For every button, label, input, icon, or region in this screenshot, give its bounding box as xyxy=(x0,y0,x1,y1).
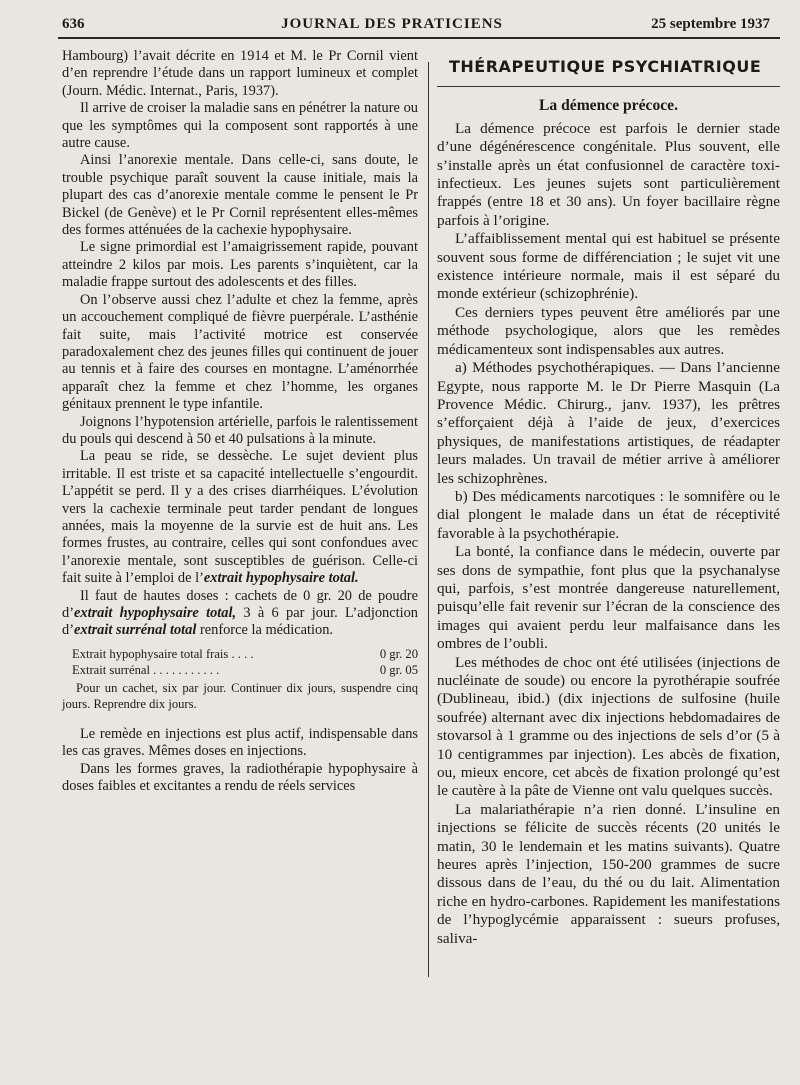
right-column xyxy=(437,56,780,948)
paragraph: Hambourg) l’avait décrite en 1914 et M. le Pr Cornil vient d’en reprendre l’étude dans un rapport lumineux et complet (Journ. Médic. Internat., Paris, 1937). xyxy=(62,48,418,99)
paragraph: La malariathérapie n’a rien donné. L’insuline en injections se félicite de succès récents (20 unités le matin, 30 le lendemain et les matins suivants). Quatre heures après l’injection, 150-200 grammes de sucre dissous dans de l’eau, du thé ou du lait. Alimentation riche en hydro-carbones. Rapidement les manifestations de l’hypoglycémie apparaissent : sueurs profuses, saliva- xyxy=(437,800,780,947)
section-title: THÉRAPEUTIQUE PSYCHIATRIQUE xyxy=(449,57,762,76)
paragraph-text: La peau se ride, se dessèche. Le sujet devient plus irritable. Il est triste et sa capacité intellectuelle s’engourdit. L’appétit se perd. Il y a des crises diarrhéiques. L’évolution vers la cachexie terminale peut tarder pendant de longues années, mais la moyenne de la survie est de huit ans. Les formes frustes, au contraire, celles qui sont confondues avec l’anorexie mentale, sont susceptibles de guérison. Celle-ci fait suite à l’emploi de l’ xyxy=(62,448,418,587)
paragraph-text: renforce la médication. xyxy=(196,622,333,639)
emphasis: extrait hypophysaire total. xyxy=(203,570,359,587)
paragraph: Les méthodes de choc ont été utilisées (injections de nucléinate de soude) ou encore la pyrothérapie soufrée (Dublineau, ibid.) (dix injections de sulfosine (huile soufrée) alternant avec dix injections hebdomadaires de stovarsol à 1 gramme ou des injections de sels d’or (5 à 10 centigrammes par injection). Les abcès de fixation, ou, mieux encore, cet abcès de fixation prolongé qu’est le cautère à la pâte de Vienne ont valu quelques succès. xyxy=(437,653,780,800)
paragraph: Le signe primordial est l’amaigrissement rapide, pouvant atteindre 2 kilos par mois. Les parents s’inquiètent, car la maladie frappe surtout des adolescents et des filles. xyxy=(62,239,418,291)
page-number: 636 xyxy=(62,16,85,32)
prescription xyxy=(62,646,418,712)
paragraph: Ces derniers types peuvent être améliorés par une méthode psychologique, alors que les remèdes médicamenteux sont indispensables aux autres. xyxy=(437,303,780,358)
paragraph: Il arrive de croiser la maladie sans en pénétrer la nature ou que les symptômes qui la composent sont rapportés à une autre cause. xyxy=(62,100,418,152)
prescription-note: Pour un cachet, six par jour. Continuer dix jours, suspendre cinq jours. Reprendre dix jours. xyxy=(62,680,418,711)
issue-date: 25 septembre 1937 xyxy=(651,16,770,32)
column-divider xyxy=(428,62,429,977)
paragraph: Joignons l’hypotension artérielle, parfois le ralentissement du pouls qui descend à 50 et 40 pulsations à la minute. xyxy=(62,413,418,447)
paragraph: On l’observe aussi chez l’adulte et chez la femme, après un accouchement compliqué de fièvre puerpérale. L’asthénie fait suite, mais l’activité motrice est conservée paradoxalement chez des jeunes filles qui continuent de jouer au tennis et à faire des courses en montagne. L’aménorrhée apparaît chez la femme et chez l’homme, les organes génitaux prennent le type infantile. xyxy=(62,291,418,413)
prescription-item: Extrait surrénal . . . . . . . . . . . xyxy=(72,662,220,677)
emphasis: extrait hypophysaire total, xyxy=(74,605,237,621)
paragraph: b) Des médicaments narcotiques : le somnifère ou le dial plongent le malade dans un état de réceptivité favorable à la psychothérapie. xyxy=(437,487,780,542)
emphasis: extrait surrénal total xyxy=(74,622,197,639)
running-header xyxy=(0,12,784,36)
paragraph: Le remède en injections est plus actif, indispensable dans les cas graves. Mêmes doses en injections. xyxy=(62,725,418,760)
header-rule xyxy=(58,37,780,39)
article-title: La démence précoce. xyxy=(539,97,678,115)
paragraph xyxy=(62,588,418,640)
prescription-row xyxy=(62,662,418,678)
paragraph-text: Il faut de hautes doses : cachets de 0 gr. 20 de poudre d’ xyxy=(62,587,418,621)
left-column xyxy=(62,48,418,795)
paragraph xyxy=(62,448,418,587)
paragraph: L’affaiblissement mental qui est habituel se présente souvent sous forme de différenciation ; le sujet vit une existence intérieure normale, mais il est séparé du monde extérieur (schizophrénie). xyxy=(437,230,780,303)
prescription-item: Extrait hypophysaire total frais . . . . xyxy=(72,646,254,661)
prescription-dose: 0 gr. 20 xyxy=(379,646,418,661)
journal-title: JOURNAL DES PRATICIENS xyxy=(281,16,503,32)
paragraph: La démence précoce est parfois le dernier stade d’une dégénérescence congénitale. Plus souvent, elle s’installe après un état confusionnel de caractère toxi-infectieux. Les jeunes sujets sont particulièrement frappés (entre 18 et 30 ans). Un foyer bacillaire règne parfois à l’origine. xyxy=(437,119,780,229)
paragraph-text: 3 à 6 par jour. L’adjonction d’ xyxy=(62,605,418,639)
prescription-row xyxy=(62,646,418,662)
prescription-dose: 0 gr. 05 xyxy=(379,662,418,677)
paragraph: La bonté, la confiance dans le médecin, ouverte par ses dons de sympathie, font plus que la psychanalyse qui, parfois, s’est montrée dangereuse naturellement, puisqu’elle fait revenir sur l’écran de la conscience des images qui avaient perdu leur malfaisance dans les ombres de l’oubli. xyxy=(437,543,780,653)
paragraph: Ainsi l’anorexie mentale. Dans celle-ci, sans doute, le trouble psychique paraît souvent la cause initiale, mais la plupart des cas d’anorexie mentale comme le pensent le Pr Bickel (de Genève) et le Pr Cornil représentent elles-mêmes des formes atténuées de la cachexie hypophysaire. xyxy=(62,152,418,239)
section-rule xyxy=(437,86,780,87)
paragraph: a) Méthodes psychothérapiques. — Dans l’ancienne Egypte, nous rapporte M. le Dr Pierre Masquin (La Provence Médic. Chirurg., janv. 1937), les prêtres s’efforçaient déjà à l’aide de jeux, d’exercices physiques, de manifestations artistiques, de réadapter leurs malades. Un travail de métier arrive à améliorer les schizophrènes. xyxy=(437,359,780,487)
paragraph: Dans les formes graves, la radiothérapie hypophysaire à doses faibles et excitantes a rendu de réels services xyxy=(62,760,418,795)
